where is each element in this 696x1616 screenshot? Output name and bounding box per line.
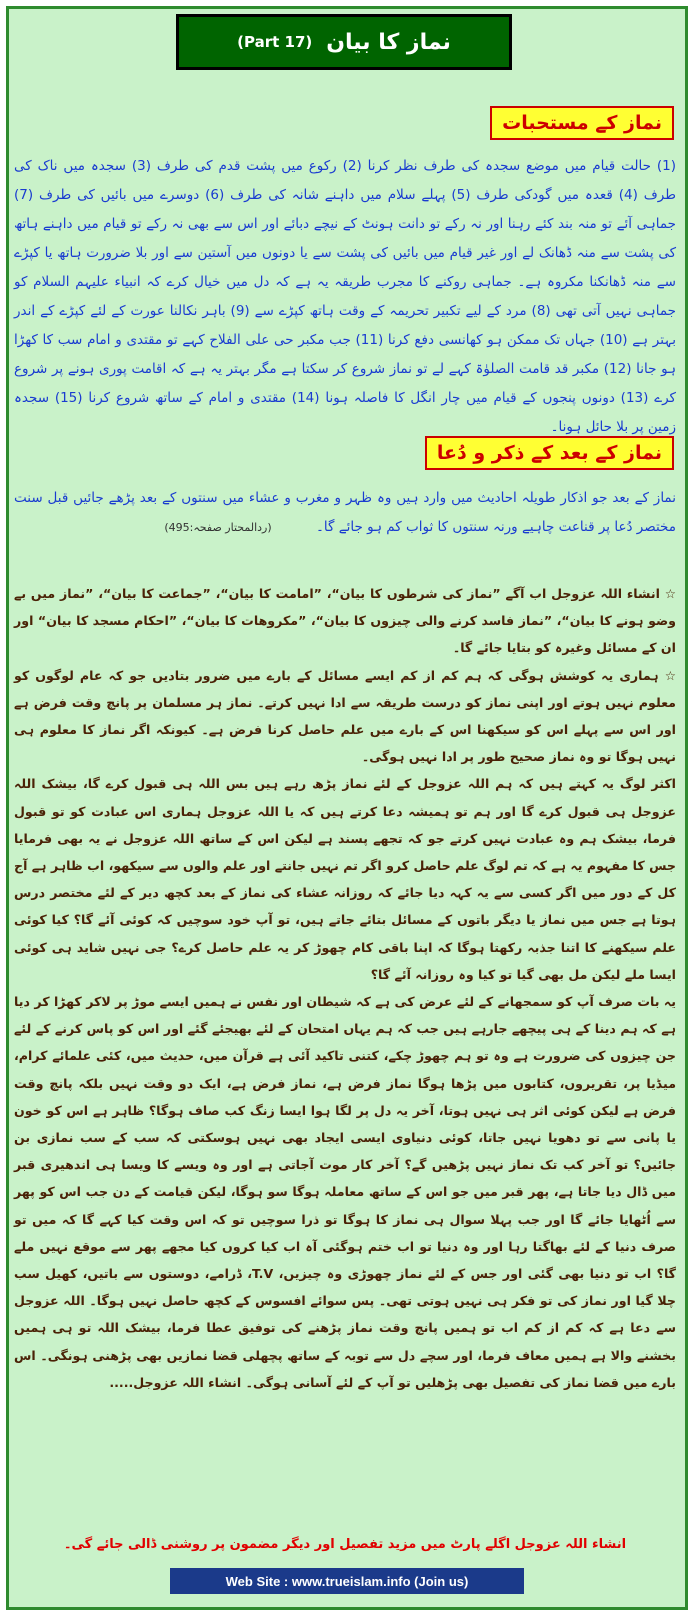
mustahabbat-text: (1) حالت قیام میں موضع سجدہ کی طرف نظر کرنا (2) رکوع میں پشت قدم کی طرف (3) سجدہ میں ناک کی طرف (4) قعدہ میں گودکی طرف (5) پہلے سلام میں داہنے شانہ کی طرف (6) دوسرے میں بائیں کی طرف (7) جماہی آئے تو منہ بند کئے رہنا اور نہ رکے تو دانت ہونٹ کے نیچے دبائے اور اس سے بھی نہ رکے تو قیام میں داہنے ہاتھ کی پشت سے منہ ڈھانک لے اور غیر قیام میں بائیں کی پشت سے یا دونوں میں آستین سے اور بلا ضرورت ہاتھ یا کپڑے سے منہ ڈھانکنا مکروہ ہے۔ جماہی روکنے کا مجرب طریقہ یہ ہے کہ دل میں خیال کرے کہ انبیاء علیہم السلام کو جماہی نہیں آتی تھی (8) مرد کے لیے تکبیر تحریمہ کے وقت ہاتھ کپڑے سے (9) باہر نکالنا عورت کے لئے کپڑے کے اندر بہتر ہے (10) جہاں تک ممکن ہو کھانسی دفع کرنا (11) جب مکبر حی علی الفلاح کہے تو مقتدی و امام سب کا کھڑا ہو جانا (12) مکبر قد قامت الصلوٰۃ کہے لے تو نماز شروع کر سکتا ہے مگر بہتر یہ ہے کہ اقامت پوری ہونے پر شروع کرے (13) دونوں پنجوں کے قیام میں چار انگل کا فاصلہ ہونا (14) مقتدی و امام کے ساتھ شروع کرنا (15) سجدہ زمین پر بلا حائل ہونا۔: [14, 158, 677, 435]
article-paragraph: اکثر لوگ یہ کہتے ہیں کہ ہم اللہ عزوجل کے لئے نماز پڑھ رہے ہیں بس اللہ ہی قبول کرے گا، بیشک اللہ عزوجل ہی قبول کرے گا اور ہم تو ہمیشہ دعا کرتے ہیں کہ یا اللہ عزوجل ہماری اس عبادت کو تو قبول فرما، بیشک ہم وہ عبادت نہیں کرتے جو کہ تجھے پسند ہے لیکن اس کے ساتھ اللہ عزوجل نے یہ بھی فرمایا جس کا مفہوم یہ ہے کہ تم لوگ علم حاصل کرو اگر تم نہیں جانتے اور علم والوں سے سیکھو، اب ظاہر ہے آج کل کے دور میں اگر کسی سے یہ کہہ دیا جائے کہ روزانہ عشاء کی نماز کے بعد کچھ دیر کے لئے مختصر درس ہوتا ہے جس میں نماز یا دیگر باتوں کے مسائل بتائے جاتے ہیں، تو آپ خود سوچیں کہ کوئی آئے گا؟ کیا کوئی علم سیکھنے کا اتنا جذبہ رکھتا ہوگا کہ اپنا باقی کام چھوڑ کر یہ علم حاصل کرے؟ جی نہیں شاید ہی کوئی ایسا ملے لیکن مل بھی گیا تو کیا وہ روزانہ آئے گا؟: [14, 776, 676, 982]
section-heading-zikr-dua: نماز کے بعد کے ذکر و دُعا: [425, 436, 674, 470]
article-paragraph: ☆ انشاء اللہ عزوجل اب آگے ”نماز کی شرطوں کا بیان“، ”امامت کا بیان“، ”جماعت کا بیان“، ”نماز میں بے وضو ہونے کا بیان“، ”نماز فاسد کرنے والی چیزوں کا بیان“، ”مکروھات کا بیان“، ”احکام مسجد کا بیان“ اور ان کے مسائل وغیرہ کو بتایا جائے گا۔: [14, 586, 676, 656]
website-link[interactable]: Web Site : www.trueislam.info (Join us): [170, 1568, 524, 1594]
section-heading-mustahabbat: نماز کے مستحبات: [490, 106, 674, 140]
zikr-dua-text: [14, 484, 676, 542]
article-paragraph: ☆ ہماری یہ کوشش ہوگی کہ ہم کم از کم ایسے مسائل کے بارے میں ضرور بتادیں جو کہ عام لوگوں کو معلوم نہیں ہوتے اور اپنی نماز کو درست طریقہ سے ادا نہیں کرتے۔ نماز ہر مسلمان پر پانچ وقت فرض ہے اور اس سے پہلے اس کو سیکھنا اس کے بارے میں علم حاصل کرنا فرض ہے۔ کیونکہ اگر نماز کا معلوم ہی نہیں ہوگا تو وہ نماز صحیح طور پر ادا نہیں ہوگی۔: [14, 667, 676, 765]
page-title: نماز کا بیان: [326, 29, 451, 55]
zikr-dua-body: نماز کے بعد جو اذکار طویلہ احادیث میں وارد ہیں وہ ظہر و مغرب و عشاء میں سنتوں کے بعد پڑھے جائیں قبل سنت مختصر دُعا پر قناعت چاہیے ورنہ سنتوں کا ثواب کم ہو جائے گا۔: [14, 490, 676, 535]
article-paragraph: یہ بات صرف آپ کو سمجھانے کے لئے عرض کی ہے کہ شیطان اور نفس نے ہمیں ایسے موڑ پر لاکر کھڑا کر دیا ہے کہ ہم دینا کے ہی پیچھے جارہے ہیں جب کہ ہم یہاں امتحان کے لئے بھیجئے گئے اور اس کو پاس کرنے کے لئے جن چیزوں کی ضرورت ہے وہ تو ہم چھوڑ چکے، کتنی تاکید آئی ہے قرآن میں، حدیث میں، کئی علمائے کرام، میڈیا پر، تقریروں، کتابوں میں پڑھا ہوگا نماز فرض ہے، نماز فرض ہے، ایک دو وقت نہیں بلکہ پانچ وقت فرض ہے لیکن کوئی اثر ہی نہیں ہوتا، آخر یہ دل پر لگا ہوا ایسا زنگ کب صاف ہوگا؟ ظاہر ہے اس کو خون یا پانی سے تو دھویا نہیں جاتا، کوئی دنیاوی ایسی ایجاد بھی نہیں ہوسکتی کہ سب کے سب نمازی بن جائیں؟ تو آخر کب تک نماز نہیں پڑھیں گے؟ آخر کار موت آجاتی ہے اور وہ ویسے کا ویسا ہی اندھیری قبر میں ڈال دیا جاتا ہے، پھر قبر میں جو اس کے ساتھ معاملہ ہوگا سو ہوگا، لیکن قیامت کے دن جب اس کو پھر سے اُٹھایا جائے گا اور جب پہلا سوال ہی نماز کا ہوگا تو ذرا سوچیں تو کہ اس وقت کیا کہے گا کہ میں تو صرف دنیا کے لئے بھاگتا رہا اور وہ دنیا تو اب ختم ہوگئی آہ اب کیا کروں کیا مجھے پھر سے موقع نہیں ملے گا؟ اب تو دنیا بھی گئی اور جس کے لئے نماز چھوڑی وہ چیزیں، T.V، ڈرامے، دوستوں سے باتیں، کھیل سب چلا گیا اور نماز کی تو فکر ہی نہیں ہوتی تھی۔ پس سوائے افسوس کے کچھ حاصل نہیں ہوگا۔ اللہ عزوجل سے دعا ہے کہ کم از کم اب تو ہمیں پانچ وقت نماز پڑھنے کی توفیق عطا فرما، بیشک اللہ تو ہی ہمیں بخشنے والا ہے ہمیں معاف فرما، اور سچے دل سے توبہ کے ساتھ پچھلی قضا نمازیں بھی پڑھنی ہونگی۔ اس بارے میں قضا نماز کی تفصیل بھی پڑھلیں تو آپ کے لئے آسانی ہوگی۔ انشاء اللہ عزوجل.....: [14, 994, 676, 1390]
title-banner: [176, 14, 512, 70]
part-label: (Part 17): [237, 33, 313, 51]
closing-note: انشاء اللہ عزوجل اگلے پارٹ میں مزید تفصیل اور دیگر مضمون پر روشنی ڈالی جائے گی۔: [63, 1537, 627, 1552]
reference-citation: (ردالمحتار صفحہ:495): [164, 521, 272, 534]
article-body: [14, 580, 676, 1396]
